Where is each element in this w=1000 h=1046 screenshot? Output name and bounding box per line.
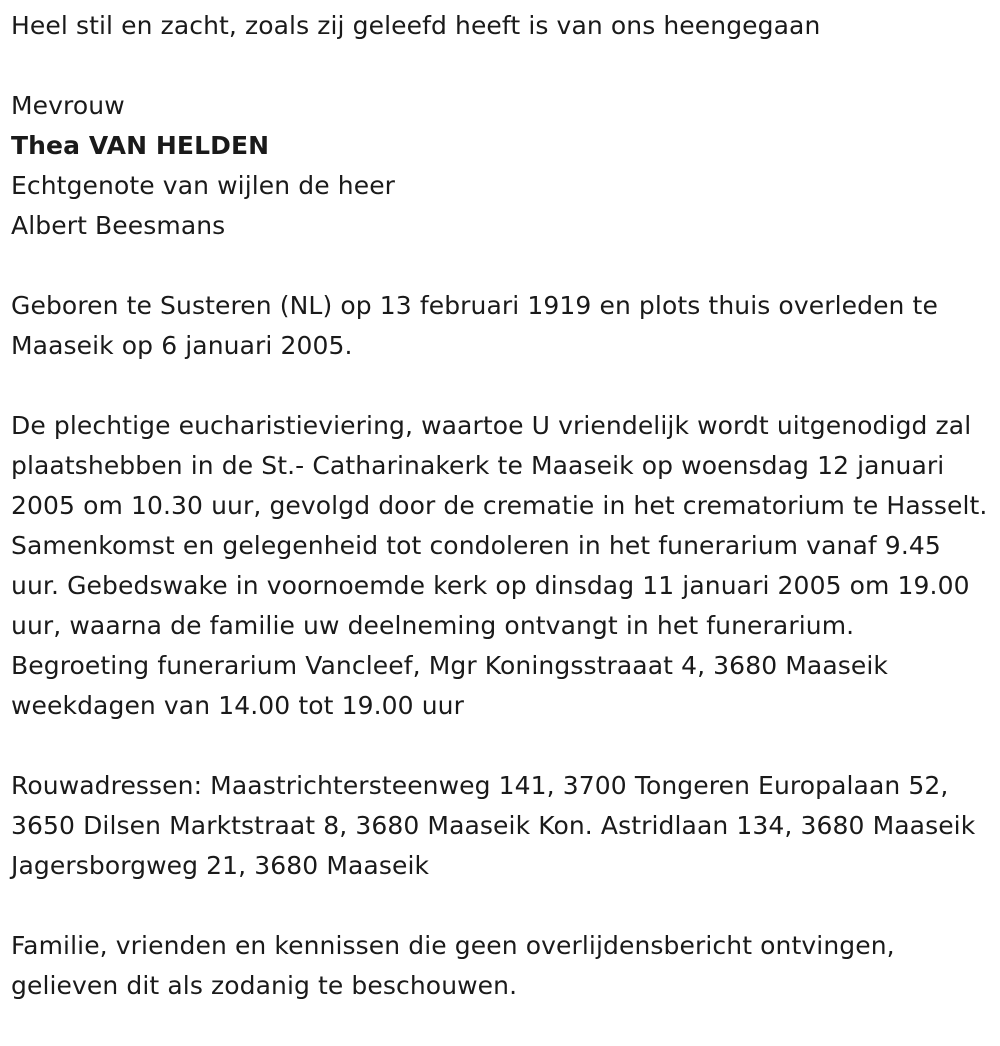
- spacer: [11, 886, 991, 926]
- intro-text: Heel stil en zacht, zoals zij geleefd heeft is van ons heengegaan: [11, 11, 821, 40]
- closing-paragraph: Familie, vrienden en kennissen die geen overlijdensbericht ontvingen, gelieven dit als zodanig te beschouwen.: [11, 931, 895, 1000]
- birth-death-paragraph: Geboren te Susteren (NL) op 13 februari 1919 en plots thuis overleden te Maaseik op 6 januari 2005.: [11, 291, 938, 360]
- spacer: [11, 726, 991, 766]
- spacer: [11, 246, 991, 286]
- spacer: [11, 46, 991, 86]
- spacer: [11, 366, 991, 406]
- ceremony-paragraph: De plechtige eucharistieviering, waartoe U vriendelijk wordt uitgenodigd zal plaatshebben in de St.- Catharinakerk te Maaseik op woensdag 12 januari 2005 om 10.30 uur, gevolgd door de crematie in het crematorium te Hasselt. Samenkomst en gelegenheid tot condoleren in het funerarium vanaf 9.45 uur. Gebedswake in voornoemde kerk op dinsdag 11 januari 2005 om 19.00 uur, waarna de familie uw deelneming ontvangt in het funerarium. Begroeting funerarium Vancleef, Mgr Koningsstraaat 4, 3680 Maaseik weekdagen van 14.00 tot 19.00 uur: [11, 411, 988, 720]
- salutation: Mevrouw: [11, 91, 125, 120]
- obituary-notice: [11, 6, 991, 1006]
- relation-line: Echtgenote van wijlen de heer: [11, 171, 396, 200]
- spouse-name: Albert Beesmans: [11, 211, 226, 240]
- addresses-paragraph: Rouwadressen: Maastrichtersteenweg 141, 3700 Tongeren Europalaan 52, 3650 Dilsen Marktstraat 8, 3680 Maaseik Kon. Astridlaan 134, 3680 Maaseik Jagersborgweg 21, 3680 Maaseik: [11, 771, 976, 880]
- deceased-name: Thea VAN HELDEN: [11, 131, 270, 160]
